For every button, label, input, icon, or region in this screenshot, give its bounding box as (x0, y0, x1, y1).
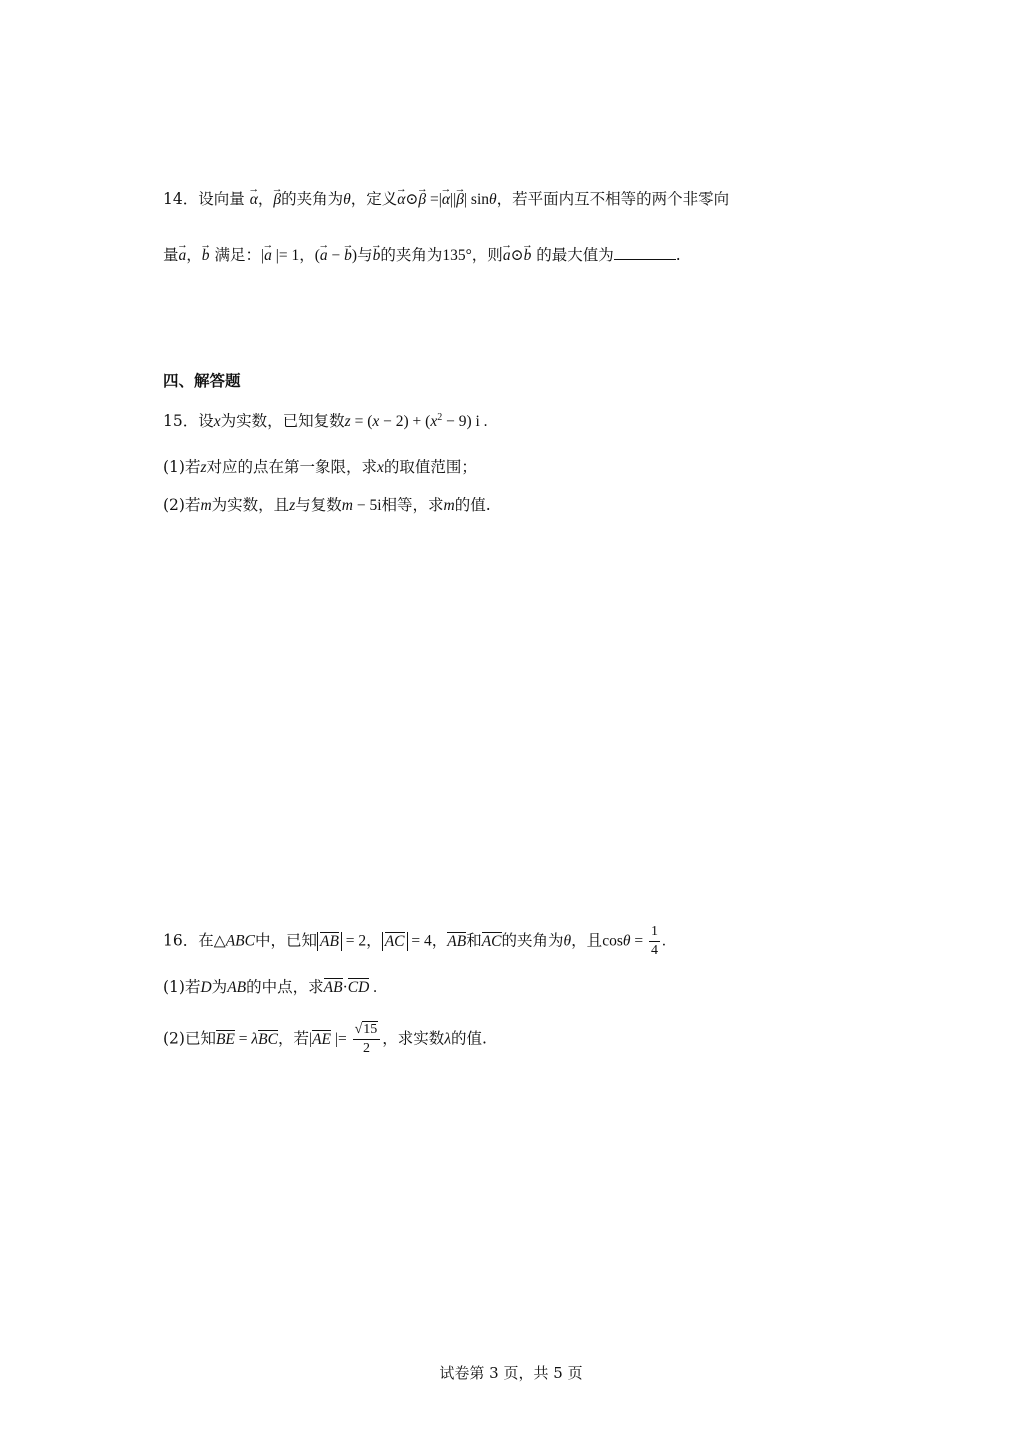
q15-number: 15 (163, 412, 183, 431)
sqrt-fraction: $\frac{√15}{2}$ (353, 1023, 381, 1056)
q16-line-1: 16．在△ABC中，已知 AB = 2， AC = 4，AB和AC的夹角为θ，且cosθ = $\frac{1}{4}$ . (163, 924, 666, 958)
q16-part-2: (2)已知BE = λBC，若|AE |= $\frac{√15}{2}$ ，求实数λ的值. (163, 1022, 487, 1056)
q15-part-1: (1)若z对应的点在第一象限，求x的取值范围； (163, 458, 477, 476)
answer-blank[interactable] (614, 245, 676, 260)
q14-line-2: 量→ a，→ b 满足：|→ a |= 1，(→ a − → b)与→ b的夹角为135°，则→ a⊙→ b 的最大值为 . (163, 245, 681, 264)
cos-fraction: $\frac{1}{4}$ (650, 924, 658, 958)
q14-number: 14 (163, 190, 183, 208)
q14-line-1: 14．设向量 → α，→ β的夹角为θ，定义→ α⊙→ β =|→ α||→ β| sinθ，若平面内互不相等的两个非零向 (163, 192, 729, 208)
page-footer: 试卷第 3 页，共 5 页 (439, 1364, 583, 1382)
section-heading: 四、解答题 (163, 372, 241, 390)
q16-part-1: (1)若D为AB的中点，求AB·CD . (163, 978, 378, 996)
q15-line-1: 15．设x为实数，已知复数$z = (x - 2) + (x^2 - 9)$ i . (163, 412, 488, 431)
q16-number: 16 (163, 931, 183, 950)
q15-part-2: (2)若m为实数，且z与复数m − 5i相等，求m的值. (163, 496, 491, 514)
